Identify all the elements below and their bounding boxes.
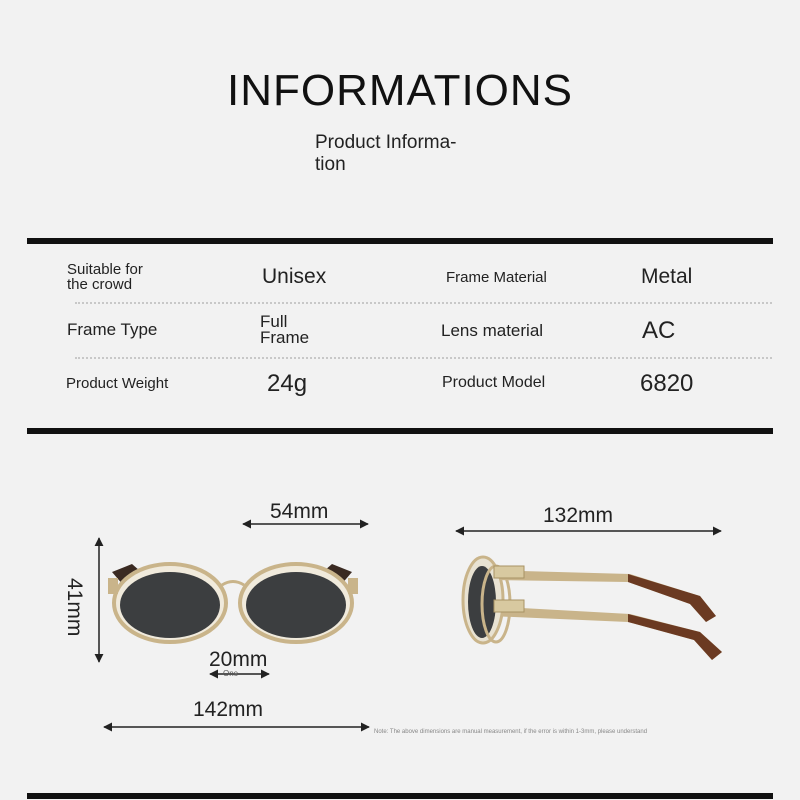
spec-label-frame-type: Frame Type (67, 320, 158, 339)
spec-label-crowd-line-2: the crowd (67, 276, 133, 293)
subtitle-line-2: tion (315, 154, 346, 175)
measurement-note: Note: The above dimensions are manual measurement, if the error is within 1-3mm, please understand (374, 729, 648, 735)
page-title: INFORMATIONS (226, 66, 574, 115)
temple-length-label: 132mm (543, 504, 614, 527)
spec-value-crowd: Unisex (262, 265, 327, 288)
spec-label-crowd-line-1: Suitable for (67, 261, 143, 278)
spec-label-material: Frame Material (446, 269, 547, 286)
spec-label-model: Product Model (442, 374, 546, 391)
lens-height-label: 41mm (63, 578, 86, 637)
spec-value-lens: AC (642, 317, 676, 344)
spec-value-frame-type-line-1: Full (260, 312, 288, 331)
page-bottom-rule (27, 793, 773, 799)
bridge-note: One (223, 669, 239, 678)
bridge-label: 20mm (209, 648, 268, 671)
spec-value-weight: 24g (267, 370, 308, 397)
sunglasses-side-icon (463, 557, 722, 660)
spec-label-weight: Product Weight (66, 375, 169, 392)
spec-value-model: 6820 (640, 370, 694, 397)
spec-label-lens: Lens material (441, 321, 544, 340)
spec-value-frame-type-line-2: Frame (260, 328, 310, 347)
total-width-label: 142mm (193, 698, 264, 721)
lens-width-label: 54mm (270, 500, 329, 523)
subtitle-line-1: Product Informa- (315, 132, 457, 153)
sunglasses-front-icon (108, 564, 358, 642)
spec-value-material: Metal (641, 265, 693, 288)
